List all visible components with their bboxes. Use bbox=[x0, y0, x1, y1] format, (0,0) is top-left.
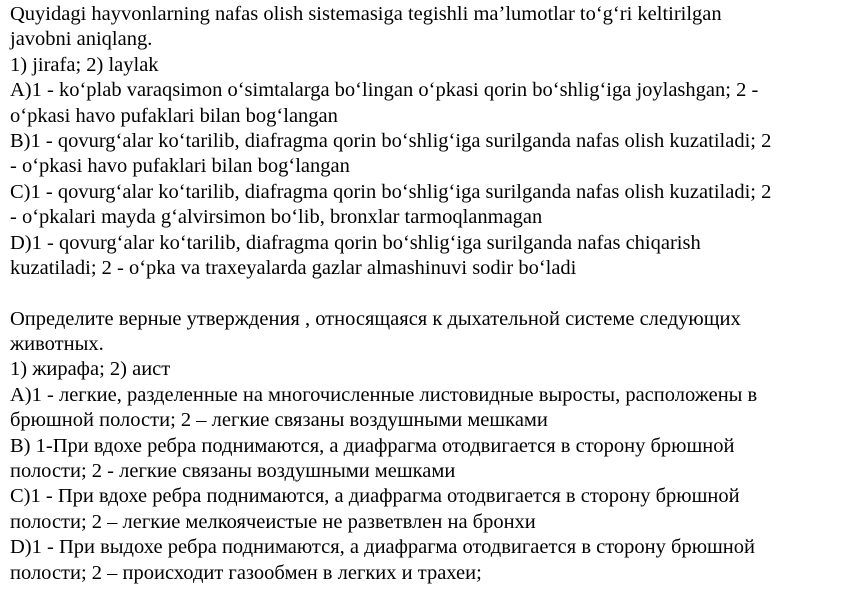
option-a-line-2: брюшной полости; 2 – легкие связаны воздушными мешками bbox=[10, 409, 548, 432]
option-c-line-2: полости; 2 – легкие мелкоячеистые не разветвлен на бронхи bbox=[10, 510, 536, 533]
animals-list: 1) jirafa; 2) laylak bbox=[10, 53, 159, 76]
section-divider-space bbox=[10, 281, 850, 306]
option-d-line-1: D)1 - qovurgʻalar koʻtarilib, diafragma qorin boʻshligʻiga surilganda nafas chiqarish bbox=[10, 231, 701, 254]
option-a-line-2: oʻpkasi havo pufaklari bilan bogʻlangan bbox=[10, 104, 338, 127]
answer-option-c bbox=[10, 484, 850, 535]
option-b-line-2: - oʻpkasi havo pufaklari bilan bogʻlangan bbox=[10, 155, 350, 178]
option-c-line-2: - oʻpkalari mayda gʻalvirsimon boʻlib, bronxlar tarmoqlanmagan bbox=[10, 206, 543, 229]
answer-option-b bbox=[10, 129, 850, 180]
answer-option-a bbox=[10, 78, 850, 129]
question-text-line-1: Определите верные утверждения , относящаяся к дыхательной системе следующих bbox=[10, 307, 741, 330]
answer-option-d bbox=[10, 231, 850, 282]
animals-list: 1) жирафа; 2) аист bbox=[10, 358, 171, 381]
uzbek-question-block bbox=[10, 2, 850, 281]
question-text-line-2: животных. bbox=[10, 333, 104, 356]
answer-option-b bbox=[10, 434, 850, 485]
question-text-line-1: Quyidagi hayvonlarning nafas olish sistemasiga tegishli maʼlumotlar toʻgʻri keltirilgan bbox=[10, 3, 722, 25]
russian-question-block bbox=[10, 307, 850, 586]
option-d-line-2: полости; 2 – происходит газообмен в легких и трахеи; bbox=[10, 561, 482, 584]
option-d-line-2: kuzatiladi; 2 - oʻpka va traxeyalarda gazlar almashinuvi sodir boʻladi bbox=[10, 256, 577, 279]
option-a-line-1: A)1 - легкие, разделенные на многочисленные листовидные выросты, расположены в bbox=[10, 383, 758, 406]
option-c-line-1: C)1 - qovurgʻalar koʻtarilib, diafragma qorin boʻshligʻiga surilganda nafas olish kuzatiladi; 2 bbox=[10, 180, 772, 203]
question-text-line-2: javobni aniqlang. bbox=[10, 28, 153, 51]
option-b-line-1: B) 1-При вдохе ребра поднимаются, а диафрагма отодвигается в сторону брюшной bbox=[10, 434, 735, 457]
answer-option-d bbox=[10, 535, 850, 586]
document bbox=[10, 2, 850, 586]
option-d-line-1: D)1 - При выдохе ребра поднимаются, а диафрагма отодвигается в сторону брюшной bbox=[10, 536, 755, 559]
option-b-line-2: полости; 2 - легкие связаны воздушными мешками bbox=[10, 460, 456, 483]
option-c-line-1: C)1 - При вдохе ребра поднимаются, а диафрагма отодвигается в сторону брюшной bbox=[10, 485, 740, 508]
answer-option-c bbox=[10, 180, 850, 231]
option-b-line-1: B)1 - qovurgʻalar koʻtarilib, diafragma qorin boʻshligʻiga surilganda nafas olish kuzatiladi; 2 bbox=[10, 129, 772, 152]
option-a-line-1: A)1 - koʻplab varaqsimon oʻsimtalarga boʻlingan oʻpkasi qorin boʻshligʻiga joylashgan; 2 - bbox=[10, 79, 759, 102]
answer-option-a bbox=[10, 383, 850, 434]
